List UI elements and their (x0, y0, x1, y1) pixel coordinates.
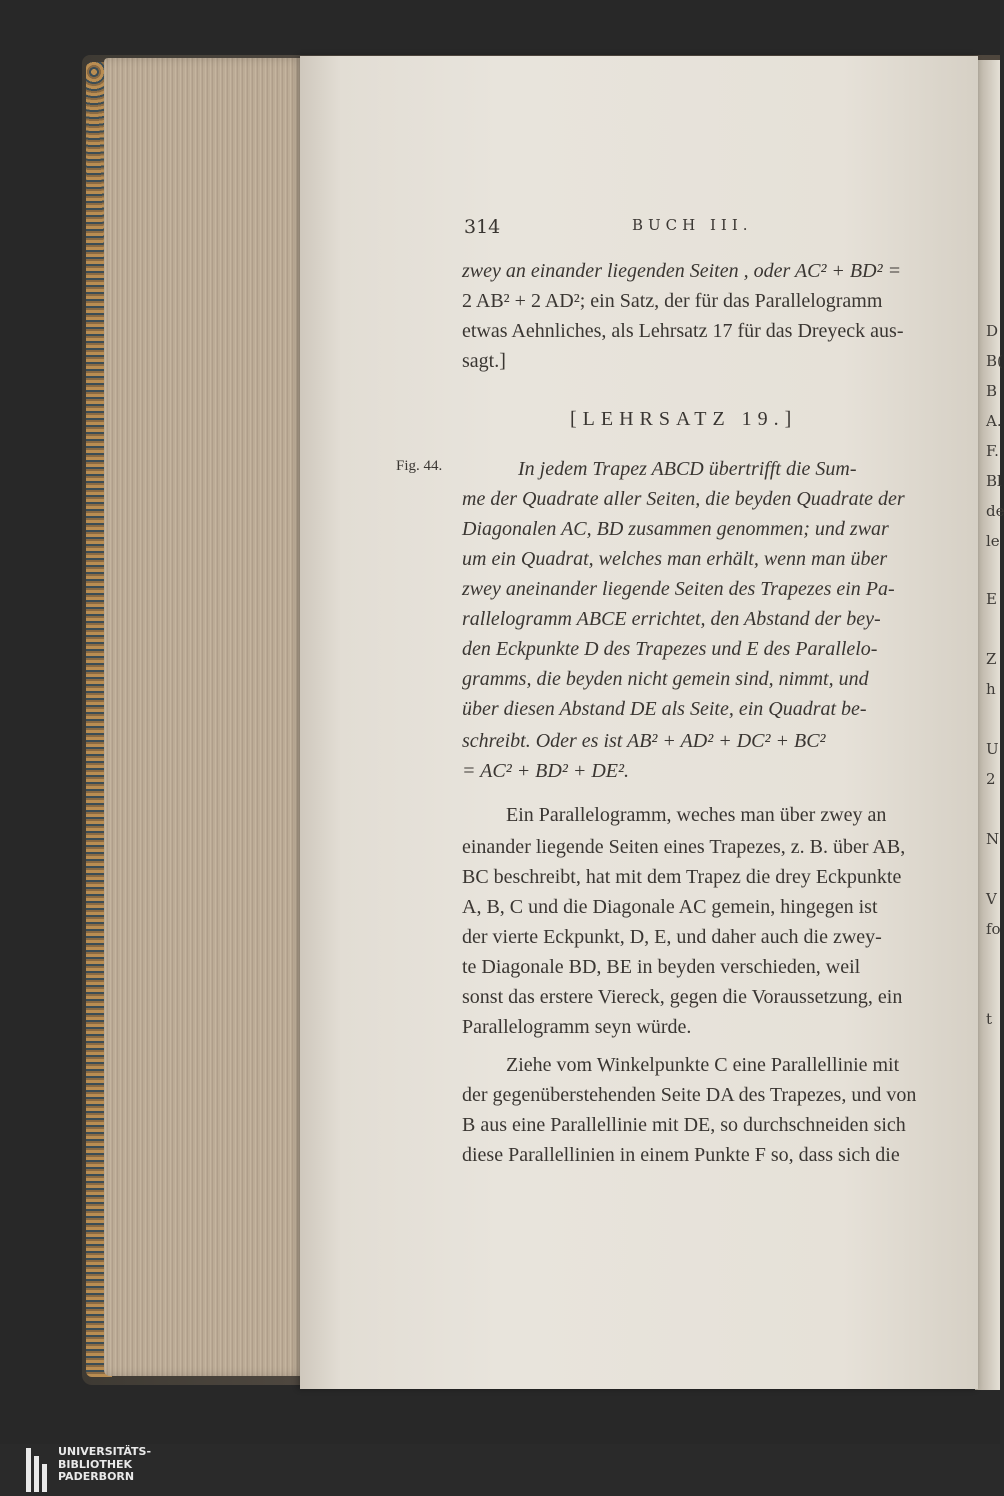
text-line: zwey an einander liegenden Seiten , oder AC² + BD² = (462, 260, 902, 282)
facing-text: 2 (986, 770, 996, 788)
theorem-heading: [LEHRSATZ 19.] (570, 408, 798, 430)
text-line: 2 AB² + 2 AD²; ein Satz, der für das Parallelogramm (462, 290, 883, 312)
paragraph-line: einander liegende Seiten eines Trapezes, z. B. über AB, (462, 836, 906, 858)
running-title: BUCH III. (632, 216, 753, 234)
facing-text: h (986, 680, 996, 698)
facing-text: V (986, 890, 997, 908)
theorem-line: den Eckpunkte D des Trapezes und E des Parallelo- (462, 638, 878, 660)
facing-text: N (986, 830, 1000, 848)
facing-text: A. (986, 412, 1002, 430)
paragraph-line: Ein Parallelogramm, weches man über zwey an (506, 804, 887, 826)
facing-text: E (986, 590, 997, 608)
facing-text: D (986, 322, 999, 340)
text-line: sagt.] (462, 350, 506, 372)
page-number: 314 (464, 216, 501, 238)
paragraph-line: sonst das erstere Viereck, gegen die Voraussetzung, ein (462, 986, 903, 1008)
paragraph-line: BC beschreibt, hat mit dem Trapez die drey Eckpunkte (462, 866, 902, 888)
text-line: etwas Aehnliches, als Lehrsatz 17 für das Dreyeck aus- (462, 320, 904, 342)
facing-text: t (986, 1010, 993, 1028)
paragraph-line: B aus eine Parallellinie mit DE, so durchschneiden sich (462, 1114, 906, 1136)
library-logo-bar (0, 1444, 1000, 1496)
theorem-line: um ein Quadrat, welches man erhält, wenn man über (462, 548, 888, 570)
page-fore-edge (104, 58, 310, 1376)
theorem-line: In jedem Trapez ABCD übertrifft die Sum- (518, 458, 857, 480)
facing-text: B( (986, 352, 1003, 370)
theorem-line: gramms, die beyden nicht gemein sind, nimmt, und (462, 668, 869, 690)
paragraph-line: diese Parallellinien in einem Punkte F so, dass sich die (462, 1144, 900, 1166)
paragraph-line: der vierte Eckpunkt, D, E, und daher auch die zwey- (462, 926, 882, 948)
facing-text: Z (986, 650, 997, 668)
facing-text: de (986, 502, 1004, 520)
facing-text: Bl (986, 472, 1002, 490)
facing-text: U (986, 740, 999, 758)
theorem-line: zwey aneinander liegende Seiten des Trapezes ein Pa- (462, 578, 895, 600)
facing-page-edge (975, 60, 1004, 1390)
library-logo-icon (26, 1448, 51, 1492)
paragraph-line: Parallelogramm seyn würde. (462, 1016, 692, 1038)
library-logo-text: UNIVERSITÄTS- BIBLIOTHEK PADERBORN (58, 1445, 152, 1483)
paragraph-line: Ziehe vom Winkelpunkte C eine Parallellinie mit (506, 1054, 900, 1076)
theorem-line: über diesen Abstand DE als Seite, ein Quadrat be- (462, 698, 867, 720)
theorem-line: rallelogramm ABCE errichtet, den Abstand der bey- (462, 608, 881, 630)
facing-text: B (986, 382, 998, 400)
theorem-line: Diagonalen AC, BD zusammen genommen; und zwar (462, 518, 889, 540)
paragraph-line: te Diagonale BD, BE in beyden verschieden, weil (462, 956, 861, 978)
theorem-line: schreibt. Oder es ist AB² + AD² + DC² + BC² (462, 730, 826, 752)
paragraph-line: A, B, C und die Diagonale AC gemein, hingegen ist (462, 896, 878, 918)
facing-text: le (986, 532, 1000, 550)
facing-text: F. (986, 442, 999, 460)
paragraph-line: der gegenüberstehenden Seite DA des Trapezes, und von (462, 1084, 917, 1106)
page-header (464, 216, 794, 246)
theorem-line: me der Quadrate aller Seiten, die beyden Quadrate der (462, 488, 905, 510)
figure-reference: Fig. 44. (396, 458, 443, 474)
theorem-line: = AC² + BD² + DE². (462, 760, 629, 782)
facing-text: fo (986, 920, 1001, 938)
